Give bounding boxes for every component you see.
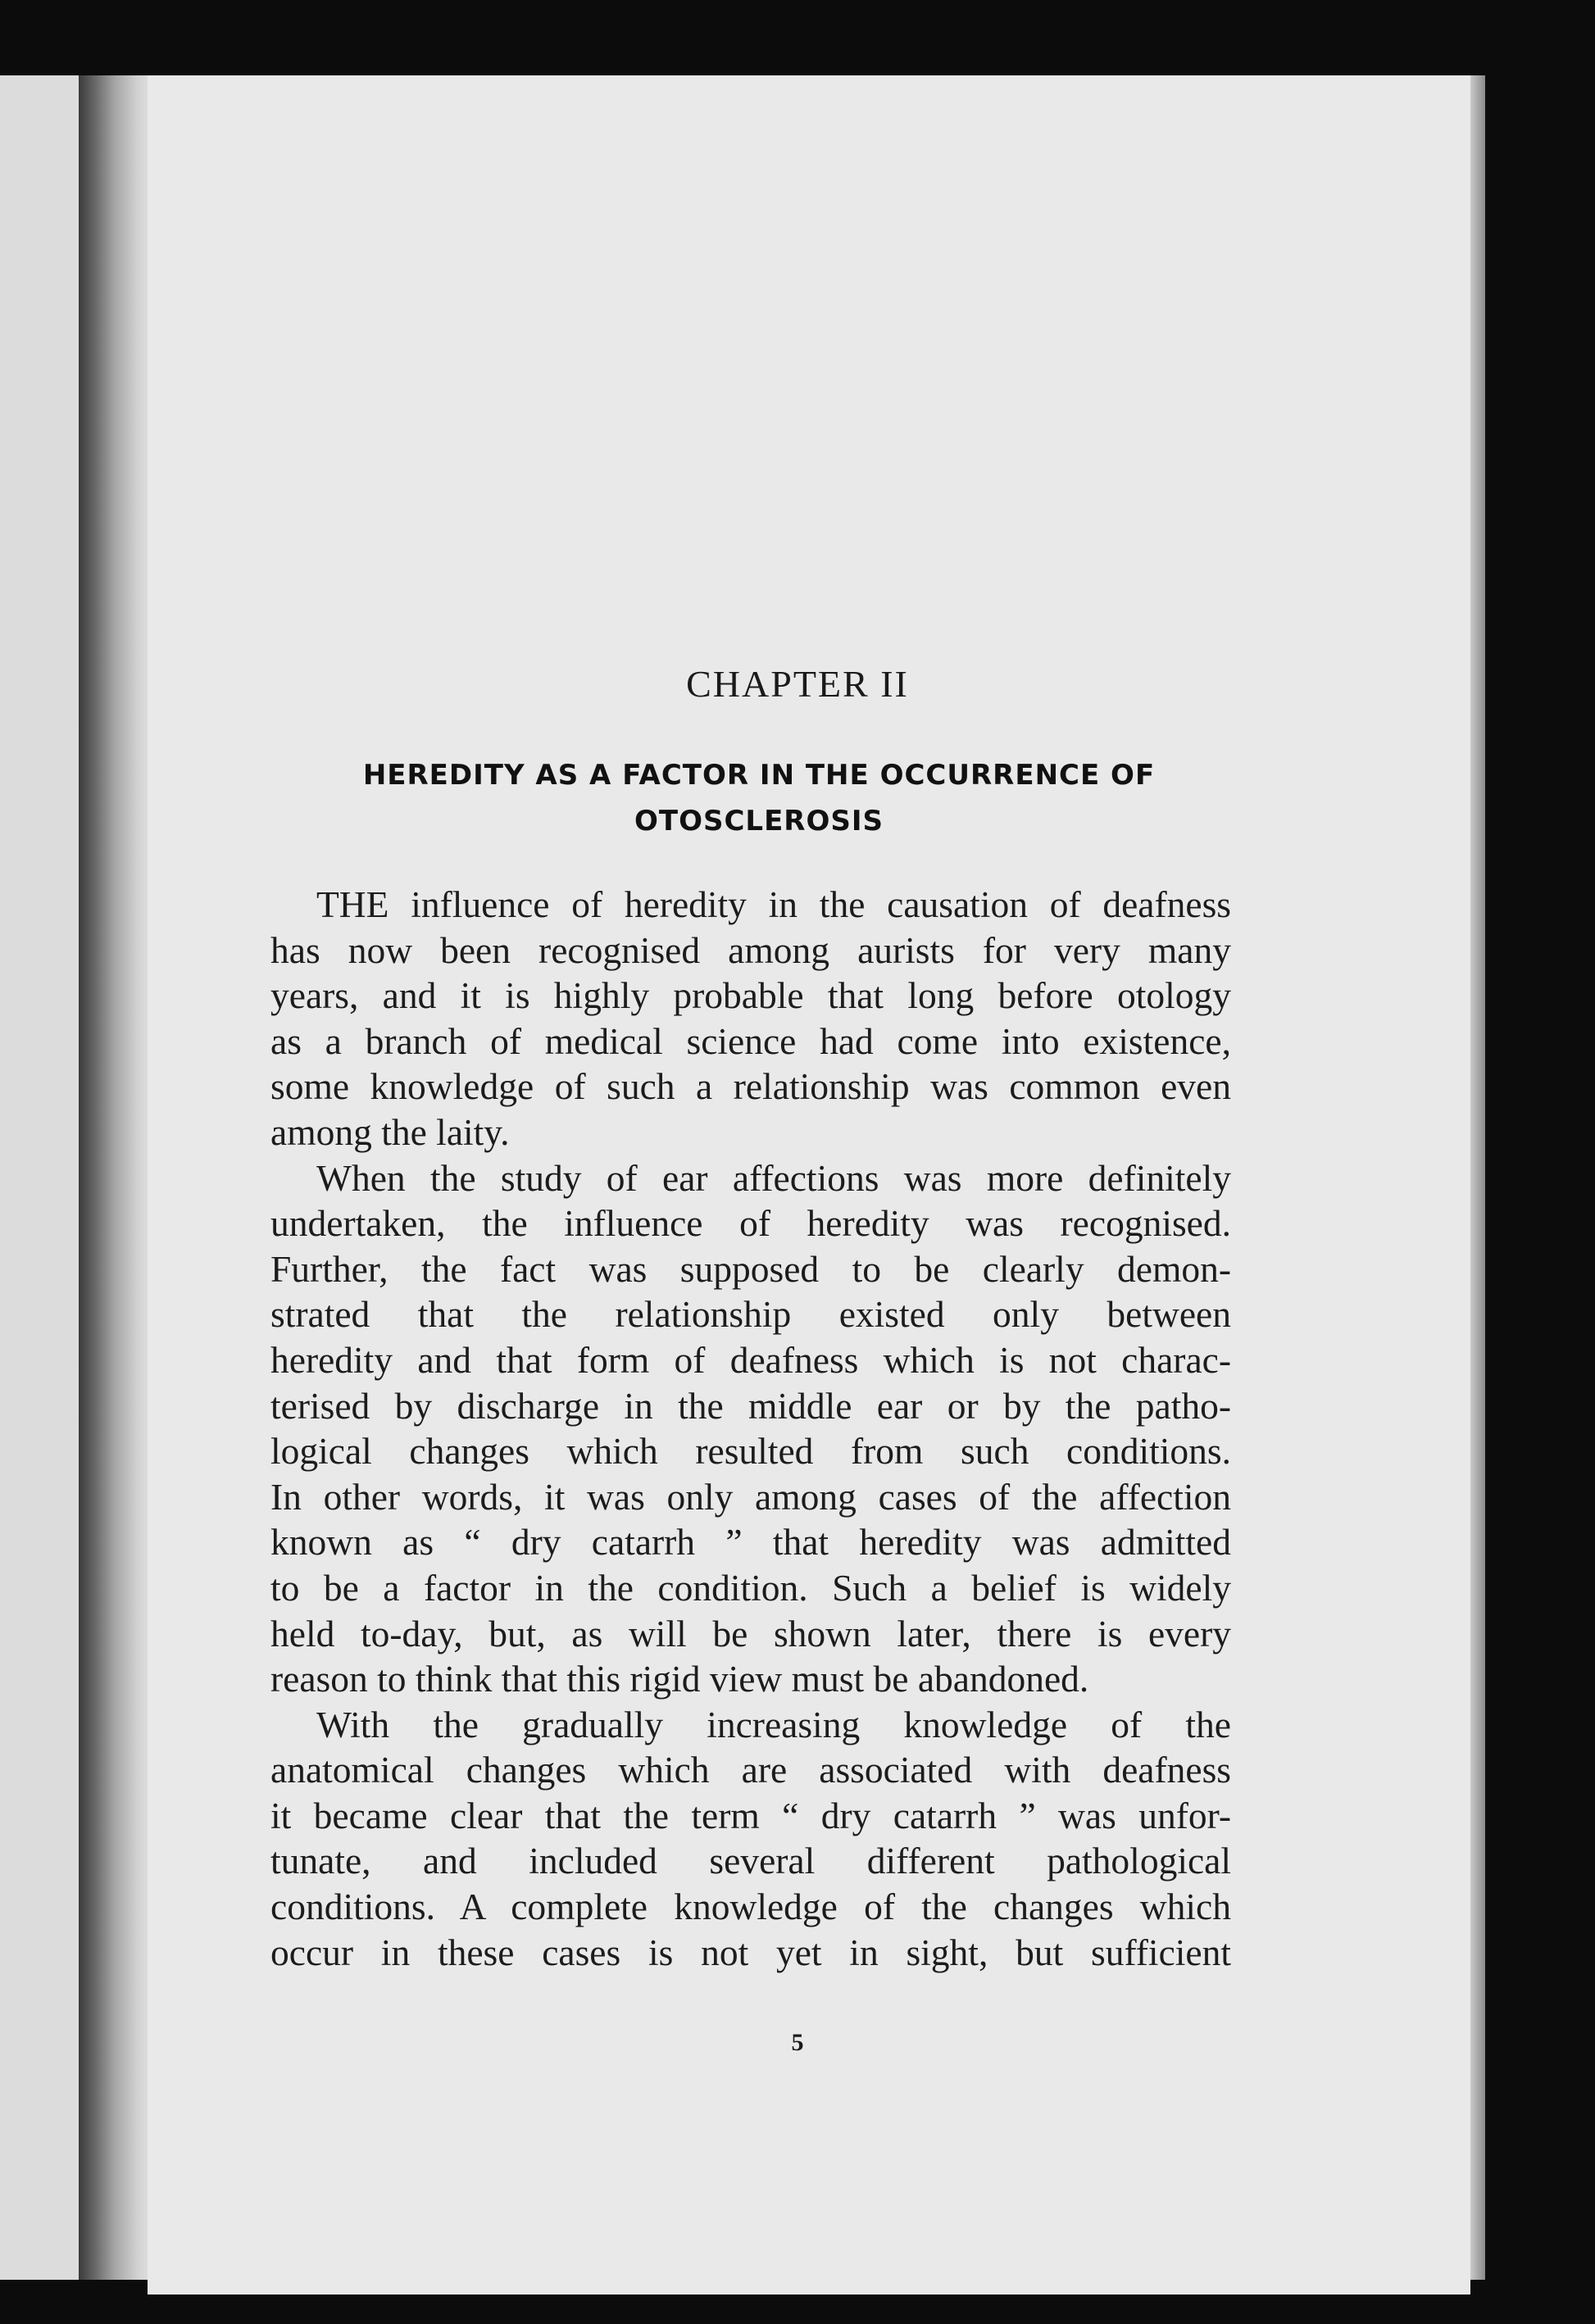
- text-line: tunate, and included several different pathological: [270, 1840, 1231, 1882]
- text-line: undertaken, the influence of heredity was recognised.: [270, 1202, 1231, 1245]
- chapter-title-line: HEREDITY AS A FACTOR IN THE OCCURRENCE OF: [362, 759, 1156, 792]
- text-line: some knowledge of such a relationship was common even: [270, 1065, 1231, 1108]
- text-line: anatomical changes which are associated with deafness: [270, 1749, 1231, 1791]
- text-line: conditions. A complete knowledge of the changes which: [270, 1886, 1231, 1928]
- text-line: has now been recognised among aurists for very many: [270, 928, 1231, 971]
- page-edge-shadow: [1470, 75, 1485, 2280]
- text-line: as a branch of medical science had come into existence,: [270, 1019, 1231, 1062]
- chapter-title: [275, 752, 1243, 844]
- text-line: THE influence of heredity in the causation of deafness: [316, 883, 1231, 925]
- text-line: strated that the relationship existed only between: [270, 1293, 1231, 1336]
- chapter-title-line: OTOSCLEROSIS: [634, 805, 884, 837]
- text-line: held to-day, but, as will be shown later, there is every: [270, 1612, 1231, 1654]
- text-line: known as “ dry catarrh ” that heredity was admitted: [270, 1521, 1231, 1564]
- text-line: In other words, it was only among cases of the affection: [270, 1475, 1231, 1518]
- text-line: logical changes which resulted from such conditions.: [270, 1430, 1231, 1473]
- text-line: it became clear that the term “ dry catarrh ” was unfor-: [270, 1794, 1231, 1836]
- facing-page-edge: [0, 75, 79, 2280]
- body-text: [270, 882, 1231, 1975]
- page-number: 5: [791, 2029, 804, 2056]
- text-line: among the laity.: [270, 1110, 510, 1153]
- text-line: years, and it is highly probable that long before otology: [270, 974, 1231, 1017]
- text-line: reason to think that this rigid view must be abandoned.: [270, 1658, 1089, 1700]
- text-line: With the gradually increasing knowledge of the: [316, 1703, 1231, 1745]
- text-line: heredity and that form of deafness which is not charac-: [270, 1338, 1231, 1381]
- text-line: occur in these cases is not yet in sight, but sufficient: [270, 1931, 1231, 1973]
- text-line: Further, the fact was supposed to be clearly demon-: [270, 1247, 1231, 1290]
- chapter-heading: CHAPTER II: [686, 663, 909, 705]
- text-line: terised by discharge in the middle ear or by the patho-: [270, 1384, 1231, 1427]
- text-line: to be a factor in the condition. Such a belief is widely: [270, 1566, 1231, 1609]
- text-line: When the study of ear affections was more definitely: [316, 1156, 1231, 1199]
- book-gutter: [79, 75, 157, 2280]
